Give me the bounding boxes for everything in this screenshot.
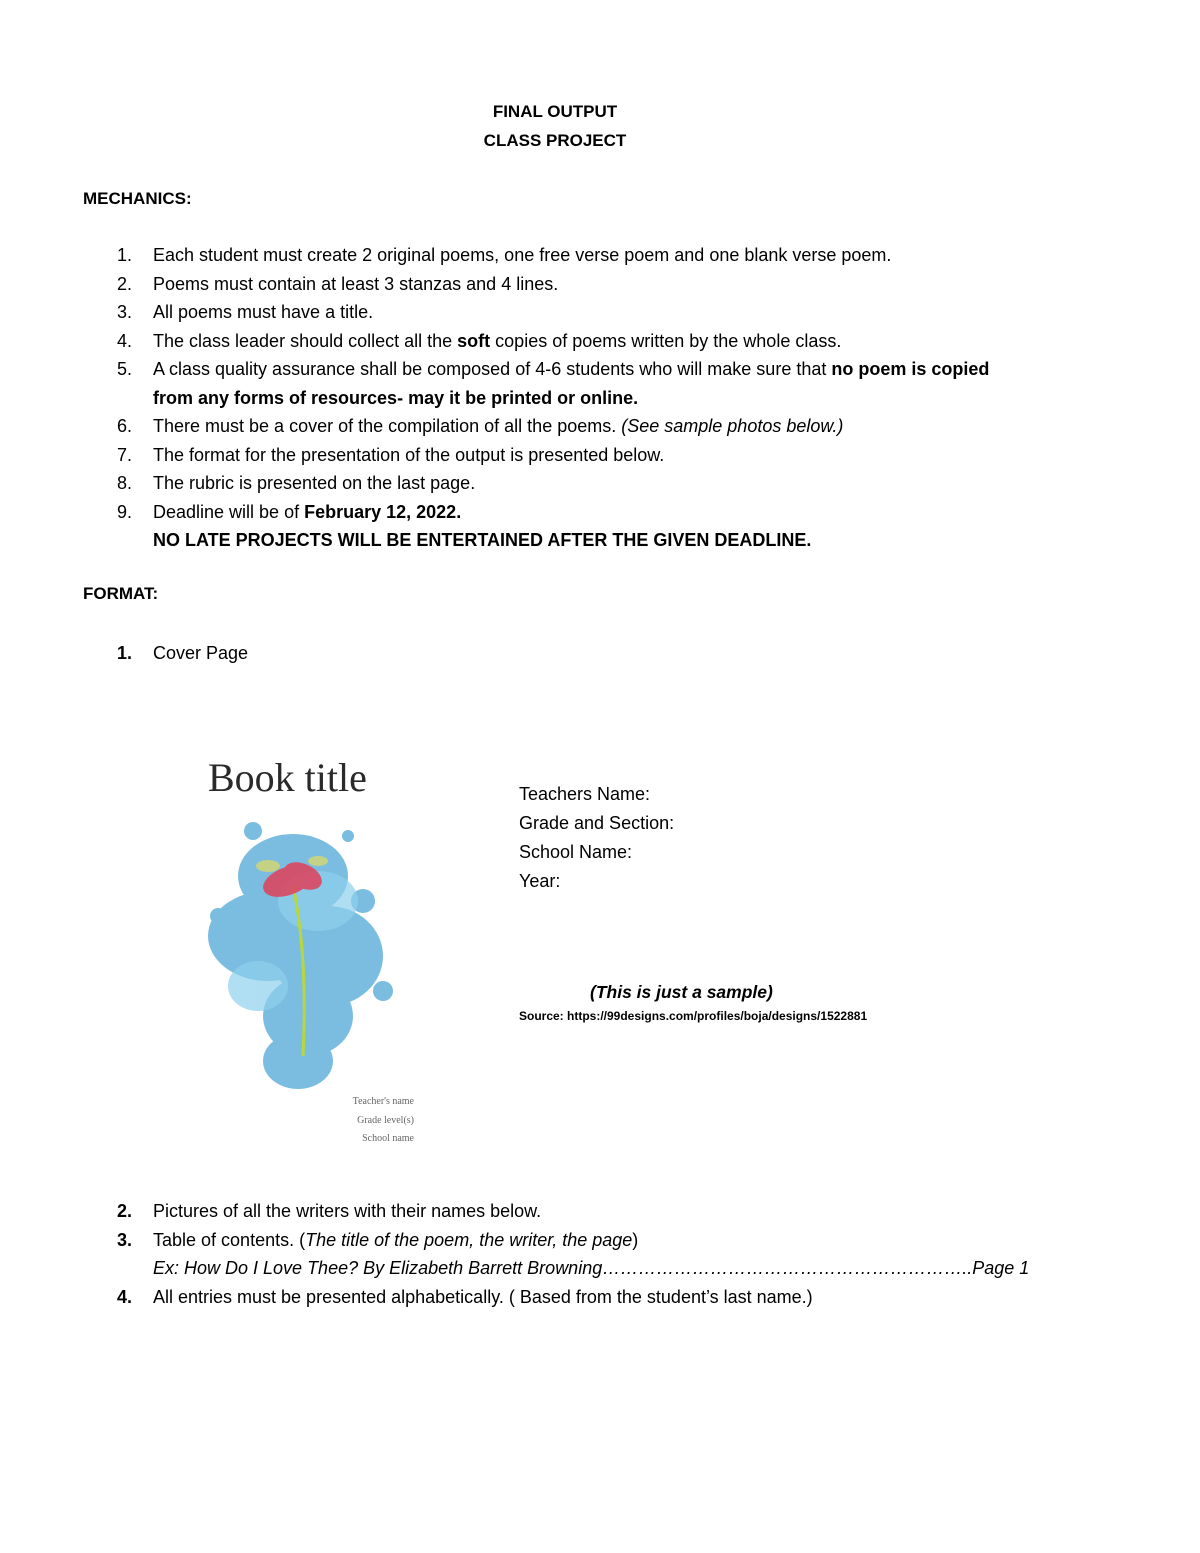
toc-example: Ex: How Do I Love Thee? By Elizabeth Barrett Browning……………………………………………………..Page 1 (153, 1258, 1030, 1278)
item-number: 2. (117, 1201, 133, 1221)
info-year: Year: (519, 871, 561, 891)
item-number: 9. (117, 501, 133, 522)
item-text: The format for the presentation of the output is presented below. (153, 444, 665, 465)
list-item (117, 441, 1117, 470)
list-item (117, 355, 1023, 412)
format-list-first (117, 639, 1117, 668)
watercolor-flower-icon (198, 806, 428, 1106)
item-text-pre: Deadline will be of (153, 501, 305, 522)
list-item (117, 412, 1117, 441)
item-text: The rubric is presented on the last page. (153, 473, 476, 493)
sample-cover-image (118, 686, 454, 1176)
sample-note: (This is just a sample) (590, 982, 773, 1002)
mechanics-list (117, 241, 1117, 555)
list-item (117, 1226, 1117, 1283)
item-text-post: copies of poems written by the whole class. (490, 330, 842, 351)
list-item (117, 498, 1117, 555)
list-item (117, 241, 1117, 270)
deadline-warning: NO LATE PROJECTS WILL BE ENTERTAINED AFTER THE GIVEN DEADLINE. (153, 530, 812, 550)
item-number: 4. (117, 1286, 133, 1307)
item-text: All poems must have a title. (153, 302, 374, 322)
item-text-bold: no poem is copied from any forms of resources- may it be printed or online. (153, 359, 990, 408)
info-school-name: School Name: (519, 842, 633, 862)
item-number: 2. (117, 273, 133, 294)
item-text-italic: (See sample photos below.) (621, 416, 844, 436)
item-text: Poems must contain at least 3 stanzas and 4 lines. (153, 273, 559, 294)
item-text-pre: The class leader should collect all the (153, 330, 458, 351)
list-item (117, 639, 1117, 668)
cover-teacher-name: Teacher's name (352, 1096, 414, 1107)
cover-grade-level: Grade level(s) (357, 1115, 414, 1126)
item-number: 3. (117, 1229, 133, 1250)
item-text-bold: February 12, 2022. (304, 501, 462, 522)
format-heading: FORMAT: (83, 584, 159, 603)
cover-school-name: School name (362, 1133, 414, 1144)
list-item (117, 469, 1117, 498)
item-text-italic: The title of the poem, the writer, the page (305, 1229, 633, 1250)
source-link: Source: https://99designs.com/profiles/boja/designs/1522881 (519, 1009, 868, 1023)
item-text: Each student must create 2 original poems, one free verse poem and one blank verse poem. (153, 245, 892, 265)
list-item (117, 270, 1117, 299)
list-item (117, 1283, 1117, 1312)
info-teachers-name: Teachers Name: (519, 784, 651, 804)
item-text-post: ) (632, 1229, 639, 1250)
item-number: 8. (117, 473, 133, 493)
title-class-project: CLASS PROJECT (483, 131, 627, 150)
info-grade-section: Grade and Section: (519, 813, 675, 833)
list-item (117, 327, 1117, 356)
item-number: 7. (117, 444, 133, 465)
item-text-pre: Table of contents. ( (153, 1229, 306, 1250)
format-list-rest (117, 1197, 1117, 1311)
item-text-pre: A class quality assurance shall be composed of 4-6 students who will make sure that (153, 359, 832, 379)
item-text-bold: soft (457, 330, 491, 351)
item-number: 1. (117, 245, 133, 265)
item-text: All entries must be presented alphabetically. ( Based from the student’s last name.) (153, 1286, 813, 1307)
list-item (117, 298, 1117, 327)
item-number: 6. (117, 416, 133, 436)
item-text: Cover Page (153, 643, 249, 663)
list-item (117, 1197, 1117, 1226)
cover-book-title: Book title (208, 755, 367, 800)
mechanics-heading: MECHANICS: (83, 189, 192, 208)
item-number: 4. (117, 330, 133, 351)
item-number: 1. (117, 643, 133, 663)
item-number: 3. (117, 302, 133, 322)
item-text-pre: There must be a cover of the compilation of all the poems. (153, 416, 622, 436)
title-final-output: FINAL OUTPUT (492, 102, 618, 121)
item-number: 5. (117, 359, 133, 379)
item-text: Pictures of all the writers with their names below. (153, 1201, 542, 1221)
